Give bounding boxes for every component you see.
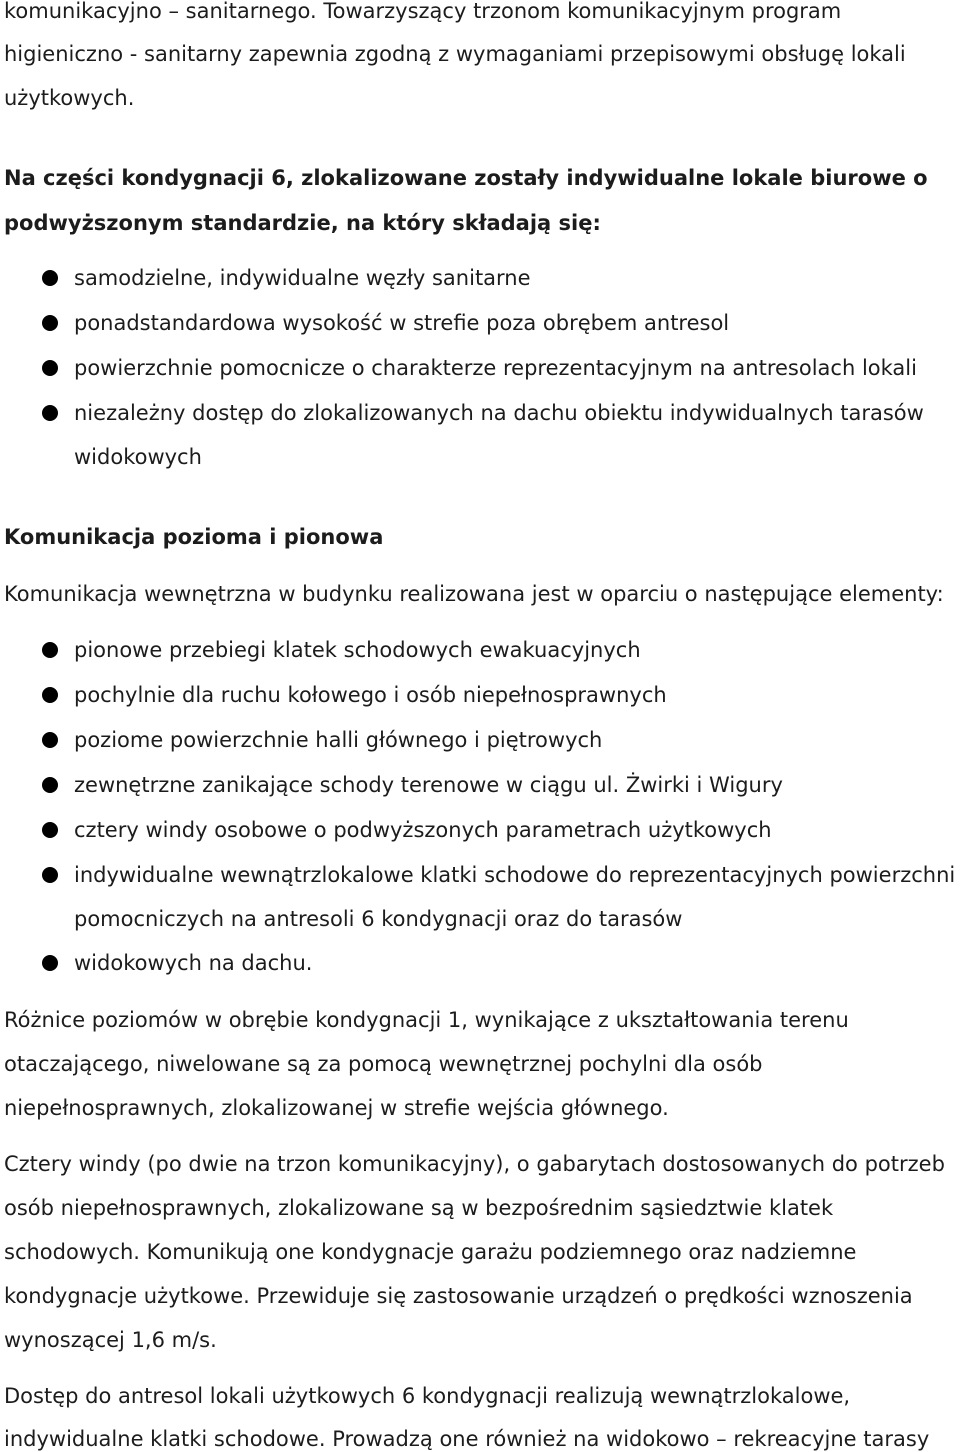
section-intro: Komunikacja wewnętrzna w budynku realizowana jest w oparciu o następujące elementy: <box>4 582 944 606</box>
bullet-icon <box>42 777 58 793</box>
list-item-text: samodzielne, indywidualne węzły sanitarne <box>74 266 531 290</box>
bullet-icon <box>42 867 58 883</box>
list-item-text: pionowe przebiegi klatek schodowych ewakuacyjnych <box>74 638 641 662</box>
paragraph-line: wynoszącej 1,6 m/s. <box>4 1328 217 1352</box>
list-item-text: widokowych na dachu. <box>74 951 313 975</box>
paragraph-line: niepełnosprawnych, zlokalizowanej w strefie wejścia głównego. <box>4 1096 669 1120</box>
paragraph-line: osób niepełnosprawnych, zlokalizowane są w bezpośrednim sąsiedztwie klatek <box>4 1196 834 1220</box>
paragraph-line: Cztery windy (po dwie na trzon komunikacyjny), o gabarytach dostosowanych do potrzeb <box>4 1152 945 1176</box>
paragraph-line: schodowych. Komunikują one kondygnacje garażu podziemnego oraz nadziemne <box>4 1240 857 1264</box>
intro-line: komunikacyjno – sanitarnego. Towarzyszący trzonom komunikacyjnym program <box>4 0 842 23</box>
paragraph-line: kondygnacje użytkowe. Przewiduje się zastosowanie urządzeń o prędkości wznoszenia <box>4 1284 913 1308</box>
list-item-text: niezależny dostęp do zlokalizowanych na dachu obiektu indywidualnych tarasów <box>74 401 924 425</box>
bullet-icon <box>42 955 58 971</box>
list-item-text: zewnętrzne zanikające schody terenowe w ciągu ul. Żwirki i Wigury <box>74 773 783 797</box>
paragraph-line: Dostęp do antresol lokali użytkowych 6 kondygnacji realizują wewnątrzlokalowe, <box>4 1384 851 1408</box>
intro-line: higieniczno - sanitarny zapewnia zgodną z wymaganiami przepisowymi obsługę lokali <box>4 42 906 66</box>
list-item-text: widokowych <box>74 445 202 469</box>
list-item-text: powierzchnie pomocnicze o charakterze reprezentacyjnym na antresolach lokali <box>74 356 917 380</box>
bullet-icon <box>42 642 58 658</box>
paragraph-line: otaczającego, niwelowane są za pomocą wewnętrznej pochylni dla osób <box>4 1052 763 1076</box>
bullet-icon <box>42 315 58 331</box>
bullet-icon <box>42 822 58 838</box>
list-item-text: poziome powierzchnie halli głównego i piętrowych <box>74 728 603 752</box>
list-item-text: pochylnie dla ruchu kołowego i osób niepełnosprawnych <box>74 683 667 707</box>
list-item-text: indywidualne wewnątrzlokalowe klatki schodowe do reprezentacyjnych powierzchni <box>74 863 956 887</box>
paragraph-line: Różnice poziomów w obrębie kondygnacji 1, wynikające z ukształtowania terenu <box>4 1008 849 1032</box>
list-item-text: cztery windy osobowe o podwyższonych parametrach użytkowych <box>74 818 772 842</box>
offices-heading-line: podwyższonym standardzie, na który składają się: <box>4 211 601 235</box>
list-item-text: ponadstandardowa wysokość w strefie poza obrębem antresol <box>74 311 730 335</box>
offices-heading-line: Na części kondygnacji 6, zlokalizowane zostały indywidualne lokale biurowe o <box>4 166 928 190</box>
intro-line: użytkowych. <box>4 86 135 110</box>
bullet-icon <box>42 270 58 286</box>
paragraph-line: indywidualne klatki schodowe. Prowadzą one również na widokowo – rekreacyjne tarasy <box>4 1427 930 1451</box>
list-item-text: pomocniczych na antresoli 6 kondygnacji oraz do tarasów <box>74 907 683 931</box>
bullet-icon <box>42 687 58 703</box>
section-heading: Komunikacja pozioma i pionowa <box>4 525 384 549</box>
bullet-icon <box>42 405 58 421</box>
bullet-icon <box>42 732 58 748</box>
bullet-icon <box>42 360 58 376</box>
